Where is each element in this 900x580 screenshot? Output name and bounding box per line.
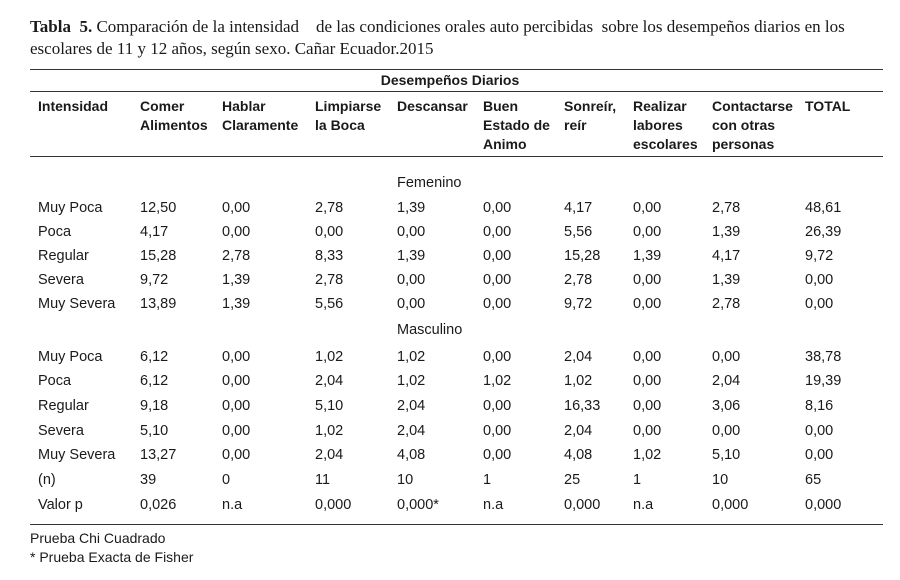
table-cell: 5,56 <box>564 224 593 240</box>
table-cell: 0,00 <box>483 224 512 240</box>
table-cell: 0,00 <box>222 349 251 365</box>
col-header-total: TOTAL <box>805 98 851 114</box>
table-cell: 1 <box>633 472 642 488</box>
table-cell: 0,000 <box>564 497 601 513</box>
table-cell: 11 <box>315 472 331 488</box>
table-row <box>0 268 900 292</box>
col-header-sonreir: Sonreír, reír <box>564 98 617 133</box>
table-cell: 26,39 <box>805 224 842 240</box>
table-cell: 4,17 <box>564 200 593 216</box>
footnote-fisher: * Prueba Exacta de Fisher <box>30 549 194 565</box>
table-cell: 4,08 <box>397 447 426 463</box>
table-cell: 5,56 <box>315 296 344 312</box>
table-cell: 1,02 <box>483 373 512 389</box>
table-cell: 0,00 <box>483 248 512 264</box>
table-cell: 0,00 <box>222 398 251 414</box>
table-cell: 8,33 <box>315 248 344 264</box>
table-cell: 1,39 <box>712 224 741 240</box>
table-cell: 8,16 <box>805 398 834 414</box>
table-cell: 1,39 <box>397 200 426 216</box>
table-cell: 0,00 <box>397 272 426 288</box>
table-cell: 0,000 <box>712 497 749 513</box>
row-label: Severa <box>38 272 84 288</box>
table-cell: 9,72 <box>564 296 593 312</box>
table-cell: 16,33 <box>564 398 601 414</box>
table-row <box>0 292 900 316</box>
table-row <box>0 443 900 467</box>
row-label: Poca <box>38 224 72 240</box>
caption-text: Comparación de la intensidad de las condiciones orales auto percibidas sobre los desempeños diarios en los escolares de 11 y 12 años, según sexo. Cañar Ecuador.2015 <box>30 17 849 58</box>
col-header-contactarse: Contactarse con otras personas <box>712 98 793 152</box>
table-cell: 0,00 <box>483 272 512 288</box>
table-cell: 0,00 <box>805 272 834 288</box>
table-cell: 2,78 <box>712 296 741 312</box>
table-cell: 0,00 <box>222 373 251 389</box>
table-cell: 0,00 <box>633 272 662 288</box>
section-title-masculino: Masculino <box>397 322 463 338</box>
table-cell: 38,78 <box>805 349 842 365</box>
col-header-descansar: Descansar <box>397 98 468 114</box>
table-cell: 5,10 <box>315 398 344 414</box>
table-cell: 2,04 <box>315 373 344 389</box>
row-label: Valor p <box>38 497 83 513</box>
table-cell: 1,39 <box>222 296 251 312</box>
col-header-hablar: Hablar Claramente <box>222 98 299 133</box>
table-cell: 2,78 <box>564 272 593 288</box>
table-cell: 4,17 <box>140 224 169 240</box>
row-label: Poca <box>38 373 72 389</box>
col-header-intensidad: Intensidad <box>38 98 109 114</box>
table-cell: 2,78 <box>222 248 251 264</box>
table-cell: 6,12 <box>140 349 169 365</box>
row-label: Muy Severa <box>38 296 116 312</box>
table-cell: 9,18 <box>140 398 169 414</box>
table-cell: 1,02 <box>633 447 662 463</box>
table-cell: 19,39 <box>805 373 842 389</box>
table-cell: 0,000* <box>397 497 439 513</box>
table-cell: 0,00 <box>483 423 512 439</box>
table-cell: n.a <box>633 497 654 513</box>
col-header-buen-estado: Buen Estado de Animo <box>483 98 550 152</box>
table-row <box>0 345 900 369</box>
table-cell: 0,00 <box>397 296 426 312</box>
table-row <box>0 369 900 393</box>
table-cell: 0,000 <box>805 497 842 513</box>
table-cell: 0,00 <box>633 349 662 365</box>
table-cell: 0,00 <box>222 224 251 240</box>
table-cell: n.a <box>483 497 504 513</box>
table-cell: 1,02 <box>315 349 344 365</box>
table-cell: 6,12 <box>140 373 169 389</box>
row-label: Regular <box>38 248 89 264</box>
table-cell: 0,00 <box>633 224 662 240</box>
row-label: Severa <box>38 423 84 439</box>
table-row <box>0 244 900 268</box>
header-rule <box>30 156 883 157</box>
col-header-realizar: Realizar labores escolares <box>633 98 698 152</box>
table-cell: 0,026 <box>140 497 177 513</box>
table-cell: 0,00 <box>633 423 662 439</box>
table-cell: 2,78 <box>712 200 741 216</box>
table-cell: 2,78 <box>315 272 344 288</box>
table-cell: 39 <box>140 472 157 488</box>
table-cell: 0,00 <box>483 447 512 463</box>
table-cell: 1,39 <box>712 272 741 288</box>
table-row <box>0 220 900 244</box>
table-cell: 2,04 <box>397 423 426 439</box>
section-title-femenino: Femenino <box>397 175 462 191</box>
col-header-limpiarse: Limpiarse la Boca <box>315 98 382 133</box>
row-label: Regular <box>38 398 89 414</box>
table-row <box>0 419 900 443</box>
table-cell: 1,02 <box>315 423 344 439</box>
table-cell: 2,04 <box>712 373 741 389</box>
table-cell: 0,00 <box>222 423 251 439</box>
table-cell: 0,00 <box>222 200 251 216</box>
table-cell: 9,72 <box>140 272 169 288</box>
table-cell: 25 <box>564 472 581 488</box>
table-cell: 9,72 <box>805 248 834 264</box>
table-row <box>0 394 900 418</box>
caption-label: Tabla 5. <box>30 17 93 36</box>
table-cell: 65 <box>805 472 822 488</box>
table-cell: 2,78 <box>315 200 344 216</box>
table-cell: 1,39 <box>633 248 662 264</box>
table-cell: 1,02 <box>564 373 593 389</box>
table-cell: 15,28 <box>140 248 177 264</box>
table-row-p-value <box>0 493 900 517</box>
table-cell: 0,00 <box>397 224 426 240</box>
table-cell: 0,00 <box>805 296 834 312</box>
table-cell: 4,17 <box>712 248 741 264</box>
table-cell: 4,08 <box>564 447 593 463</box>
table-cell: 5,10 <box>140 423 169 439</box>
table-cell: 0,00 <box>483 398 512 414</box>
table-cell: 2,04 <box>564 423 593 439</box>
top-rule <box>30 69 883 70</box>
row-label: Muy Severa <box>38 447 116 463</box>
table-cell: 1,02 <box>397 373 426 389</box>
table-cell: 0,00 <box>805 423 834 439</box>
table-cell: 1 <box>483 472 492 488</box>
group-header: Desempeños Diarios <box>380 72 520 88</box>
table-cell: 0,000 <box>315 497 352 513</box>
table-cell: n.a <box>222 497 243 513</box>
bottom-rule <box>30 524 883 525</box>
table-cell: 2,04 <box>397 398 426 414</box>
table-cell: 0,00 <box>483 296 512 312</box>
table-cell: 0,00 <box>633 296 662 312</box>
table-cell: 0,00 <box>712 423 741 439</box>
row-label: Muy Poca <box>38 200 103 216</box>
table-cell: 10 <box>397 472 414 488</box>
table-cell: 13,27 <box>140 447 177 463</box>
table-cell: 5,10 <box>712 447 741 463</box>
table-row <box>0 196 900 220</box>
table-cell: 0,00 <box>483 200 512 216</box>
table-cell: 0,00 <box>633 373 662 389</box>
table-cell: 1,39 <box>222 272 251 288</box>
table-cell: 0 <box>222 472 231 488</box>
group-rule <box>30 91 883 92</box>
col-header-comer: Comer Alimentos <box>140 98 208 133</box>
table-cell: 12,50 <box>140 200 177 216</box>
row-label: (n) <box>38 472 56 488</box>
table-cell: 0,00 <box>805 447 834 463</box>
table-cell: 0,00 <box>633 200 662 216</box>
table-cell: 0,00 <box>315 224 344 240</box>
row-label: Muy Poca <box>38 349 103 365</box>
table-cell: 0,00 <box>483 349 512 365</box>
table-cell: 48,61 <box>805 200 842 216</box>
table-row-n <box>0 468 900 492</box>
table-cell: 0,00 <box>222 447 251 463</box>
table-cell: 2,04 <box>564 349 593 365</box>
footnote-chi: Prueba Chi Cuadrado <box>30 530 166 546</box>
table-cell: 3,06 <box>712 398 741 414</box>
table-cell: 2,04 <box>315 447 344 463</box>
table-cell: 10 <box>712 472 729 488</box>
table-cell: 0,00 <box>633 398 662 414</box>
table-cell: 1,39 <box>397 248 426 264</box>
table-cell: 1,02 <box>397 349 426 365</box>
table-cell: 0,00 <box>712 349 741 365</box>
table-cell: 13,89 <box>140 296 177 312</box>
table-caption <box>30 16 880 60</box>
table-cell: 15,28 <box>564 248 601 264</box>
